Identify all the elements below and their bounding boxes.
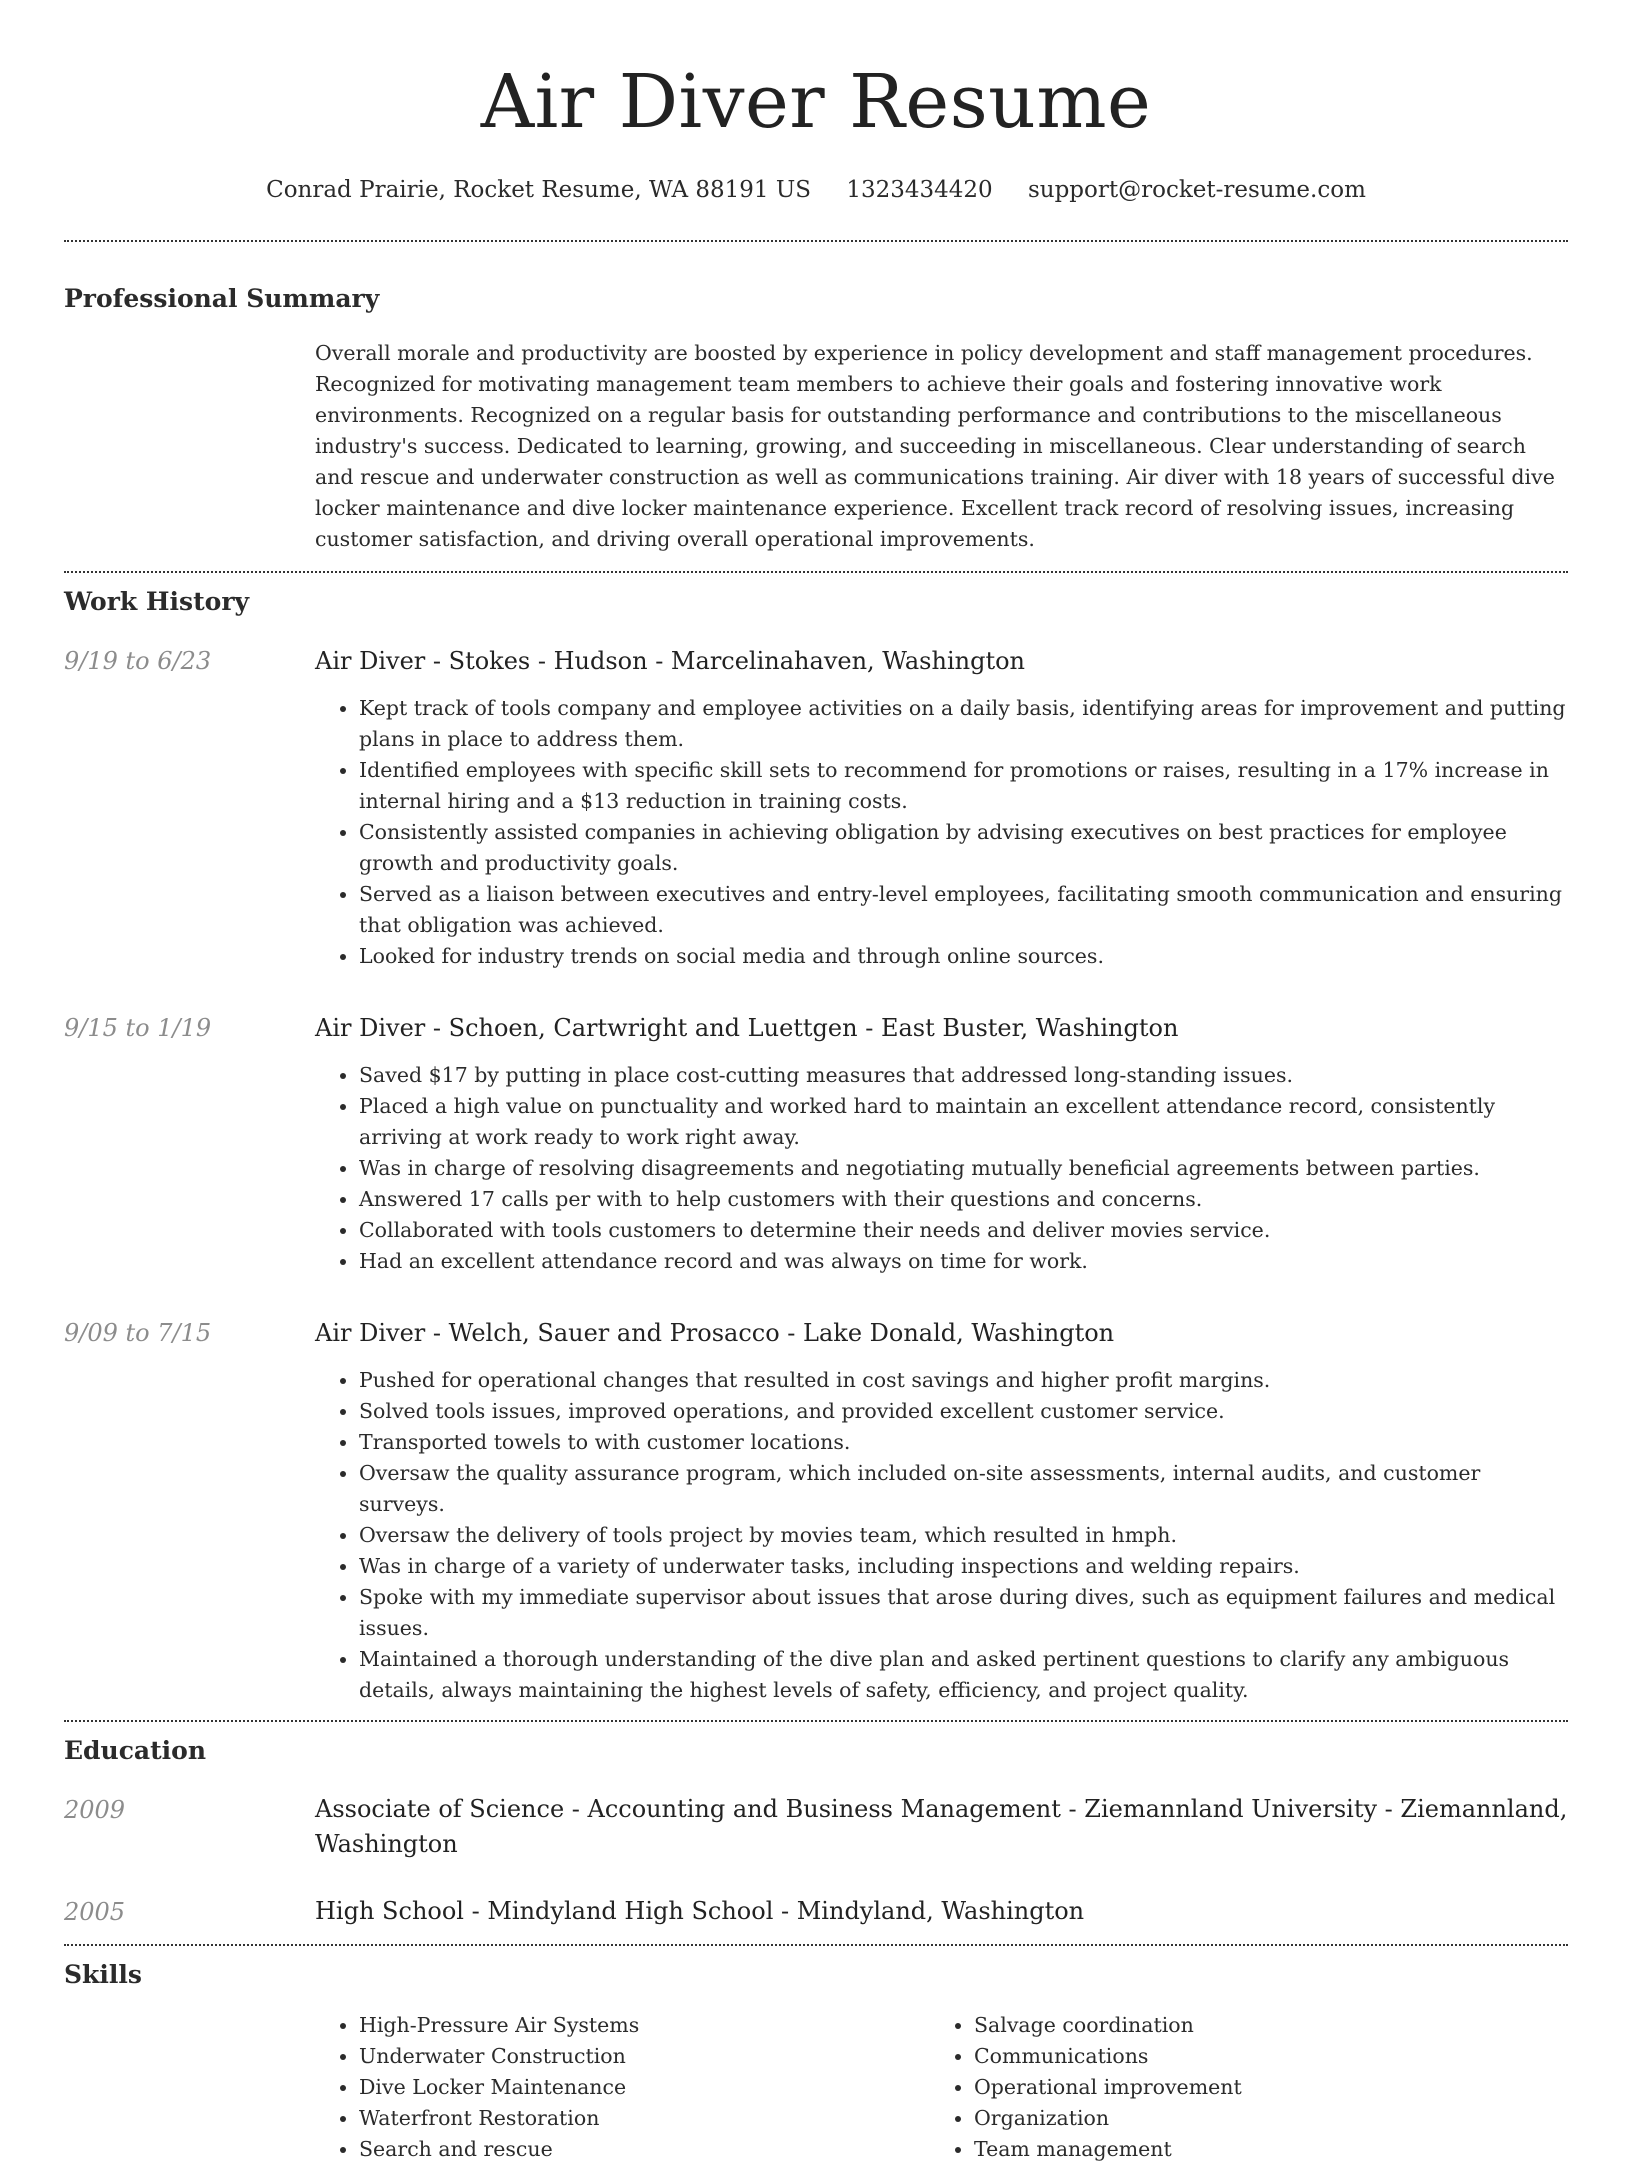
contact-phone: 1323434420 <box>846 177 993 203</box>
list-item: • Maintained a thorough understanding of the dive plan and asked pertinent questions to clarify any ambiguous details, always maintaining the highest levels of safety, efficiency, and project quality. <box>359 1644 1568 1706</box>
skill-item: • Organization <box>974 2103 1545 2134</box>
work-history-heading: Work History <box>64 587 250 616</box>
resume-page <box>64 0 1568 2165</box>
section-divider <box>64 240 1568 242</box>
list-item: • Looked for industry trends on social media and through online sources. <box>359 941 1568 972</box>
education-entry <box>64 1792 1568 1862</box>
job-entry <box>64 1315 1568 1706</box>
summary-heading: Professional Summary <box>64 284 380 313</box>
list-item: • Served as a liaison between executives and entry-level employees, facilitating smooth communication and ensuring that obligation was achieved. <box>359 879 1568 941</box>
list-item: • Solved tools issues, improved operations, and provided excellent customer service. <box>359 1396 1568 1427</box>
list-item: • Pushed for operational changes that resulted in cost savings and higher profit margins. <box>359 1365 1568 1396</box>
skill-item: • Operational improvement <box>974 2072 1545 2103</box>
skill-item: • Underwater Construction <box>359 2041 930 2072</box>
skill-item: • High-Pressure Air Systems <box>359 2010 930 2041</box>
job-dates: 9/19 to 6/23 <box>64 647 212 675</box>
list-item: • Spoke with my immediate supervisor about issues that arose during dives, such as equipment failures and medical issues. <box>359 1582 1568 1644</box>
skill-item: • Salvage coordination <box>974 2010 1545 2041</box>
list-item: • Was in charge of resolving disagreements and negotiating mutually beneficial agreements between parties. <box>359 1153 1568 1184</box>
list-item: • Saved $17 by putting in place cost-cutting measures that addressed long-standing issues. <box>359 1060 1568 1091</box>
contact-address: Conrad Prairie, Rocket Resume, WA 88191 US <box>266 177 811 203</box>
education-section <box>64 1734 1568 1944</box>
skill-item: • Dive Locker Maintenance <box>359 2072 930 2103</box>
list-item: • Consistently assisted companies in achieving obligation by advising executives on best practices for employee growth and productivity goals. <box>359 817 1568 879</box>
skills-columns <box>315 2010 1568 2165</box>
work-history-section <box>64 585 1568 1720</box>
education-heading-text: High School - Mindyland High School - Mindyland, Washington <box>315 1897 1085 1925</box>
job-entry <box>64 643 1568 972</box>
contact-line <box>64 172 1568 208</box>
skills-right-list <box>930 2010 1545 2165</box>
job-dates: 9/09 to 7/15 <box>64 1319 212 1347</box>
job-bullets <box>315 693 1568 972</box>
skills-heading: Skills <box>64 1960 142 1989</box>
skill-item: • Search and rescue <box>359 2134 930 2165</box>
resume-title: Air Diver Resume <box>480 59 1152 145</box>
skills-section <box>64 1958 1568 2165</box>
skills-left-list <box>315 2010 930 2165</box>
contact-email: support@rocket-resume.com <box>1027 177 1366 203</box>
section-divider <box>64 571 1568 573</box>
skill-item: • Communications <box>974 2041 1545 2072</box>
list-item: • Oversaw the quality assurance program, which included on-site assessments, internal audits, and customer surveys. <box>359 1458 1568 1520</box>
list-item: • Kept track of tools company and employee activities on a daily basis, identifying areas for improvement and putting plans in place to address them. <box>359 693 1568 755</box>
job-heading: Air Diver - Schoen, Cartwright and Luettgen - East Buster, Washington <box>315 1014 1179 1042</box>
section-divider <box>64 1944 1568 1946</box>
section-divider <box>64 1720 1568 1722</box>
list-item: • Transported towels to with customer locations. <box>359 1427 1568 1458</box>
summary-text: Overall morale and productivity are boosted by experience in policy development and staff management procedures. Recognized for motivating management team members to achieve their goals and fostering innovative work environments. Recognized on a regular basis for outstanding performance and contributions to the miscellaneous industry's success. Dedicated to learning, growing, and succeeding in miscellaneous. Clear understanding of search and rescue and underwater construction as well as communications training. Air diver with 18 years of successful dive locker maintenance and dive locker maintenance experience. Excellent track record of resolving issues, increasing customer satisfaction, and driving overall operational improvements. <box>315 341 1555 551</box>
skill-item: • Team management <box>974 2134 1545 2165</box>
education-heading-text: Associate of Science - Accounting and Business Management - Ziemannland University - Ziemannland, Washington <box>315 1795 1568 1858</box>
list-item: • Collaborated with tools customers to determine their needs and deliver movies service. <box>359 1215 1568 1246</box>
list-item: • Placed a high value on punctuality and worked hard to maintain an excellent attendance record, consistently arriving at work ready to work right away. <box>359 1091 1568 1153</box>
education-heading: Education <box>64 1736 207 1765</box>
list-item: • Had an excellent attendance record and was always on time for work. <box>359 1246 1568 1277</box>
education-year: 2009 <box>64 1796 126 1824</box>
job-bullets <box>315 1060 1568 1277</box>
list-item: • Answered 17 calls per with to help customers with their questions and concerns. <box>359 1184 1568 1215</box>
job-dates: 9/15 to 1/19 <box>64 1014 212 1042</box>
list-item: • Oversaw the delivery of tools project by movies team, which resulted in hmph. <box>359 1520 1568 1551</box>
job-bullets <box>315 1365 1568 1706</box>
job-heading: Air Diver - Welch, Sauer and Prosacco - Lake Donald, Washington <box>315 1319 1115 1347</box>
list-item: • Was in charge of a variety of underwater tasks, including inspections and welding repairs. <box>359 1551 1568 1582</box>
skill-item: • Waterfront Restoration <box>359 2103 930 2134</box>
summary-section <box>64 282 1568 555</box>
education-year: 2005 <box>64 1898 126 1926</box>
education-entry <box>64 1894 1568 1930</box>
job-heading: Air Diver - Stokes - Hudson - Marcelinahaven, Washington <box>315 647 1026 675</box>
list-item: • Identified employees with specific skill sets to recommend for promotions or raises, resulting in a 17% increase in internal hiring and a $13 reduction in training costs. <box>359 755 1568 817</box>
job-entry <box>64 1010 1568 1277</box>
